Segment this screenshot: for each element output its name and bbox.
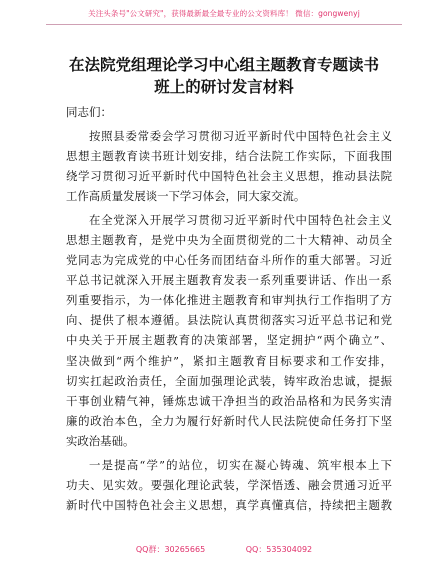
text-line: 坚决做到“两个维护”，紧扣主题教育目标要求和工作安排， (66, 353, 392, 368)
paragraph-2 (66, 210, 392, 451)
text-line: 向、提供了根本遵循。县法院认真贯彻落实习近平总书记和党 (66, 313, 392, 328)
text-line: 按照县委常委会学习贯彻习近平新时代中国特色社会主义 (89, 129, 392, 143)
text-line: 平总书记就深入开展主题教育发表一系列重要讲话、作出一系 (66, 273, 392, 288)
greeting: 同志们： (66, 105, 112, 119)
text-line: 干事创业精气神，锤炼忠诚干净担当的政治品格和为民务实清 (66, 393, 392, 408)
footer-contact (0, 544, 448, 555)
title-line: 在法院党组理论学习中心组主题教育专题读书 (68, 56, 379, 74)
paragraph-1 (66, 126, 392, 206)
text-line: 工作高质量发展谈一下学习体会，同大家交流。 (66, 189, 306, 204)
text-line: 列重要指示，为一体化推进主题教育和审判执行工作指明了方 (66, 293, 392, 308)
text-line: 实政治基础。 (66, 433, 135, 448)
text-line: 一是提高“学”的站位，切实在凝心铸魂、筑牢根本上下 (89, 457, 392, 472)
footer-qq: QQ：535304092 (245, 545, 313, 554)
header-divider (46, 24, 402, 25)
text-line: 思想主题教育，是党中央为全面贯彻党的二十大精神、动员全 (66, 232, 392, 247)
paragraph-3 (66, 455, 392, 515)
text-line: 在全党深入开展学习贯彻习近平新时代中国特色社会主义 (89, 212, 392, 227)
text-line: 绕学习贯彻习近平新时代中国特色社会主义思想，推动县法院 (66, 169, 392, 184)
text-line: 新时代中国特色社会主义思想，真学真懂真信，持续把主题教 (66, 497, 392, 512)
text-line: 党同志为完成党的中心任务而团结奋斗所作的重大部署。习近 (66, 253, 392, 268)
text-line: 思想主题教育读书班计划安排，结合法院工作实际，下面我围 (66, 149, 392, 164)
text-line: 中央关于开展主题教育的决策部署，坚定拥护“两个确立”、 (66, 333, 392, 348)
header-banner: 关注头条号"公文研究"，获得最新最全最专业的公文资料库！ 微信：gongwenyj (88, 9, 360, 18)
document-title (40, 54, 408, 98)
document-body (66, 126, 392, 518)
text-line: 切实扛起政治责任，全面加强理论武装，铸牢政治忠诚，提振 (66, 373, 392, 388)
title-line: 班上的研讨发言材料 (154, 78, 294, 96)
text-line: 廉的政治本色，全力为履行好新时代人民法院使命任务打下坚 (66, 413, 392, 428)
text-line: 功夫、见实效。要强化理论武装，学深悟透、融会贯通习近平 (66, 477, 392, 492)
footer-qq-group: QQ群：30265665 (135, 545, 206, 554)
